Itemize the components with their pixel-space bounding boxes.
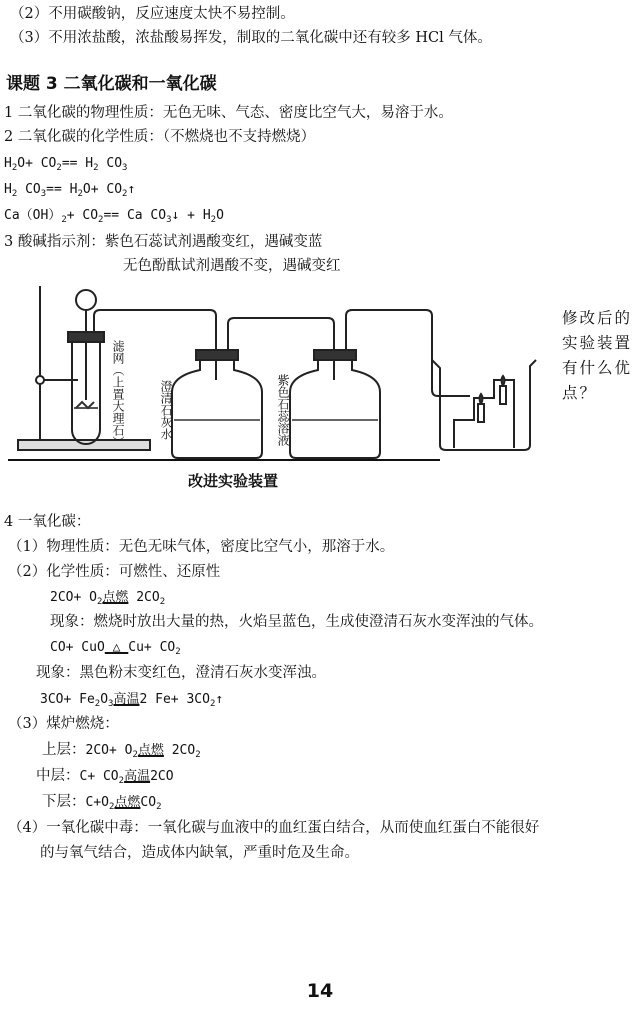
text-line: （3）不用浓盐酸，浓盐酸易挥发，制取的二氧化碳中还有较多 HCl 气体。 — [10, 30, 492, 46]
co2-chemical-properties: 2 二氧化碳的化学性质：（不燃烧也不支持燃烧） — [4, 129, 316, 145]
equation-co-cuo: CO+ CuO △ $Cu+ CO_2$ — [50, 640, 181, 657]
equation-limewater: $Ca(OH)_2+ CO_2== Ca$ $CO_3↓ + H_2O$ — [4, 208, 224, 225]
page-number: 14 — [306, 980, 334, 1002]
phenomenon-2: 现象：黑色粉末变红色，澄清石灰水变浑浊。 — [36, 665, 326, 681]
co-heading: 4 一氧化碳： — [4, 514, 91, 530]
co-poisoning-2: 的与氧气结合，造成体内缺氧，严重时危及生命。 — [40, 845, 359, 861]
equation-carbonic-acid-decomposition: $H_2$ $CO_3== H_2O+$ $CO_2↑$ — [4, 182, 136, 199]
side-question: 修改后的实验装置有什么优点？ — [562, 309, 633, 402]
equation-co-fe2o3: $3CO+ Fe_2O_3$高温2 $Fe+ 3CO_2↑$ — [40, 692, 224, 709]
candle-low — [478, 404, 484, 422]
stove-middle: 中层：$C+ CO_2$高温2CO — [36, 768, 174, 786]
stove-heading: （3）煤炉燃烧： — [8, 716, 119, 732]
text-line: （2）不用碳酸钠，反应速度太快不易控制。 — [10, 6, 295, 22]
tube-stopper — [68, 332, 104, 342]
label-limewater: 澄清石灰水 — [159, 380, 173, 440]
phenomenon-1: 现象：燃烧时放出大量的热，火焰呈蓝色，生成使澄清石灰水变浑浊的气体。 — [50, 614, 543, 630]
candle-high — [500, 386, 506, 404]
equation-co-combustion: $2CO+ O_2$点燃 $2CO_2$ — [50, 590, 166, 607]
label-litmus: 紫色石蕊溶液 — [276, 374, 290, 446]
thistle-funnel — [76, 290, 96, 400]
equation-carbonic-acid-formation: $H_2O+ CO_2== H_2$ $CO_3$ — [4, 156, 128, 173]
improved-apparatus-figure — [0, 280, 560, 495]
stand-base — [18, 440, 150, 450]
topic-title: 课题 3 二氧化碳和一氧化碳 — [6, 74, 217, 94]
stove-upper: 上层：$2CO+ O_2$点燃 $2CO_2$ — [42, 742, 201, 760]
co2-physical-properties: 1 二氧化碳的物理性质：无色无味、气态、密度比空气大，易溶于水。 — [4, 105, 453, 121]
co-chemical: （2）化学性质：可燃性、还原性 — [8, 564, 221, 580]
label-mesh: 滤网（上置大理石） — [111, 340, 125, 448]
co-poisoning-1: （4）一氧化碳中毒：一氧化碳与血液中的血红蛋白结合，从而使血红蛋白不能很好 — [8, 820, 540, 836]
clamp-screw — [36, 376, 44, 384]
figure-caption: 改进实验装置 — [188, 472, 279, 490]
indicator-line-2: 无色酚酞试剂遇酸不变，遇碱变红 — [123, 258, 341, 274]
co-physical: （1）物理性质：无色无味气体，密度比空气小，那溶于水。 — [8, 539, 395, 555]
delivery-tube-3 — [346, 310, 470, 396]
indicator-line-1: 3 酸碱指示剂：紫色石蕊试剂遇酸变红，遇碱变蓝 — [4, 234, 323, 250]
stove-lower: 下层：$C+O_2$点燃$CO_2$ — [42, 794, 162, 812]
